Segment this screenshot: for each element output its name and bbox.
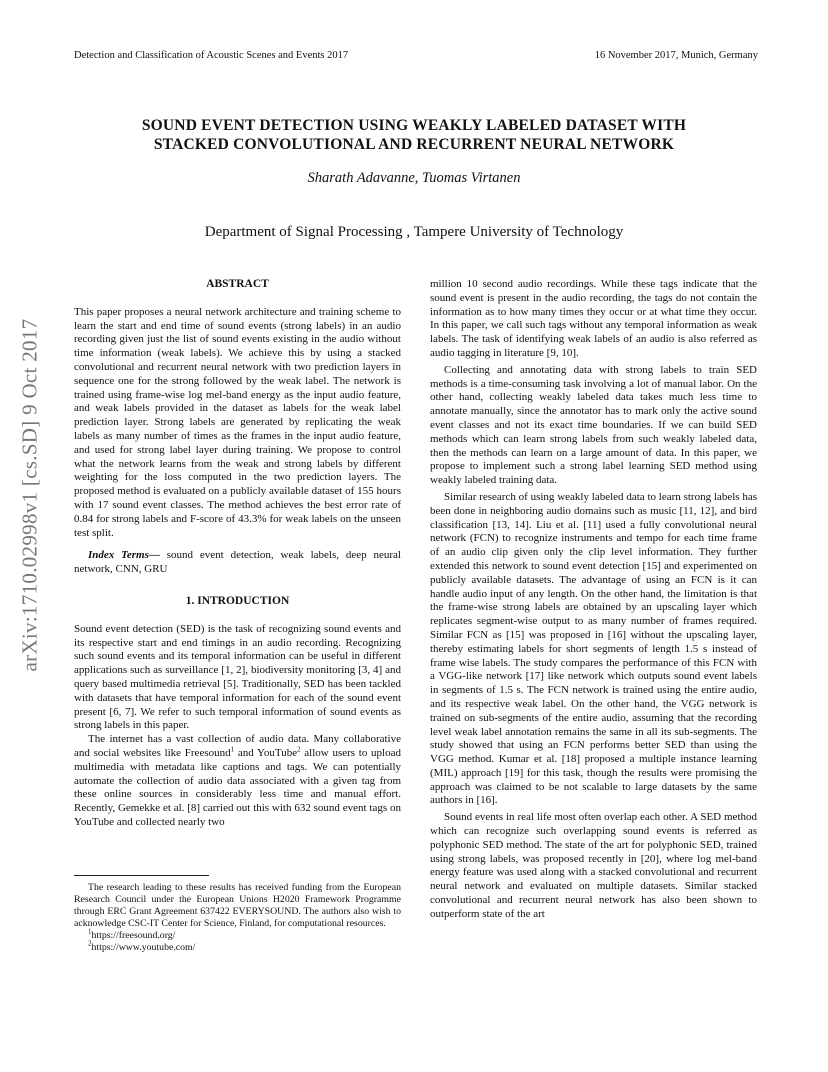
index-terms-label: Index Terms— bbox=[88, 549, 160, 562]
right-paragraph-2: Collecting and annotating data with strong labels to train SED methods is a time-consuming task involving a lot of manual labor. On the other hand, collecting weakly labeled data takes much less time to annotate manually, since the annotator has to mark only the active sound event classes and not its exact time boundaries. If we can build SED methods which can learn strong labels from such weakly labeled data, then the methods can learn on a large amount of data. In this paper, we propose to implement such a strong label learning SED method using weakly labeled training data. bbox=[430, 363, 757, 487]
footnote-ref-2[interactable]: 2 bbox=[297, 745, 301, 754]
index-terms-text: sound event detection, weak labels, deep neural network, CNN, GRU bbox=[74, 549, 401, 576]
abstract-text: This paper proposes a neural network architecture and training scheme to learn the start and end time of sound events (strong labels) in an audio recording given just the list of sound events existing in the audio without time information (weak labels). We achieve this by using a stacked convolutional and recurrent neural network with two prediction layers in sequence one for the strong followed by the weak label. The network is trained using frame-wise log mel-band energy as the input audio feature, and weak labels provided in the dataset as labels for the weak label prediction layer. Strong labels are generated by replicating the weak labels as many number of times as the frames in the input audio feature, and used for strong label layer during training. We propose to control what the network learns from the weak and strong labels by different weighting for the loss computed in the two prediction layers. The proposed method is evaluated on a publicly available dataset of 155 hours with 17 sound event classes. The method achieves the best error rate of 0.84 for strong labels and F-score of 43.3% for weak labels on the unseen test split. bbox=[74, 305, 401, 539]
left-column bbox=[74, 278, 401, 830]
authors: Sharath Adavanne, Tuomas Virtanen bbox=[307, 170, 521, 186]
abstract-heading: ABSTRACT bbox=[206, 278, 269, 290]
title-line-1: SOUND EVENT DETECTION USING WEAKLY LABELED DATASET WITH bbox=[141, 117, 687, 134]
right-paragraph-3: Similar research of using weakly labeled data to learn strong labels has been done in neighboring audio domains such as music [11, 12], and bird classification [13, 14]. Liu et al. [11] used a fully convolutional neural network (FCN) to recognize instruments and tempo for each time frame of an audio clip given only the clip level information. They further extended this network to sound event detection [15] and experimented on publicly available datasets. The advantage of using an FCN is it can handle audio input of any length. On the other hand, the limitation is that the frame-wise strong labels are obtained by an upscaling layer which replicates segment-wise output to as many number of frames required. Similar FCN as [15] was proposed in [16] without the upscaling layer, thereby estimating labels for short segments of length 1.5 s instead of frame wise labels. The study compares the performance of this FCN with a VGG-like network [17] like network which outputs sound event labels in segments of 1.5 s. The FCN network is trained using the entire audio, and its respective weak label. On the other hand, the VGG network is trained on sub-segments of the entire audio, assuming that the recording level weak label annotation remains the same in all its sub-segments. The study showed that using an FCN performs better SED than using the VGG method. Kumar et al. [18] proposed a multiple instance learning (MIL) approach [19] for this task, though the results were promising the approach was claimed to be not scalable to large datasets by the same authors in [16]. bbox=[430, 490, 757, 807]
right-paragraph-4: Sound events in real life most often overlap each other. A SED method which can recognize such overlapping sound events is referred as polyphonic SED method. The state of the art for polyphonic SED, trained using strong labels, was proposed recently in [20], where log mel-band energy feature was used along with a stacked convolutional and recurrent neural network and evaluated on multiple datasets. Similar stacked convolutional and recurrent neural network has also been shown to outperform state of the art bbox=[430, 811, 757, 920]
index-terms bbox=[74, 549, 401, 577]
title-line-2: STACKED CONVOLUTIONAL AND RECURRENT NEURAL NETWORK bbox=[153, 136, 675, 153]
running-header-right: 16 November 2017, Munich, Germany bbox=[594, 50, 758, 61]
intro-paragraph-1: Sound event detection (SED) is the task of recognizing sound events and its respective start and end timings in an audio recording. Recognizing such sound events and its temporal information can be useful in different applications such as surveillance [1, 2], biodiversity monitoring [3, 4] and query based multimedia retrieval [5]. Traditionally, SED has been tackled with datasets that have temporal information for each of the sound event present [6, 7]. We refer to such temporal information of sound events as strong labels in this paper. bbox=[74, 622, 401, 732]
footnote-1-mark: 1 bbox=[88, 927, 92, 936]
intro-p2-part-a: The internet has a vast collection of audio data. Many collaborative and social websites like Freesound bbox=[74, 733, 401, 759]
footnote-1-url[interactable]: https://freesound.org/ bbox=[91, 930, 176, 941]
arxiv-id: arXiv:1710.02998v1 [cs.SD] 9 Oct 2017 bbox=[17, 318, 42, 672]
funding-note: The research leading to these results has received funding from the European Research Council under the European Unions H2020 Framework Programme through ERC Grant Agreement 637422 EVERYSOUND. The authors also wish to acknowledge CSC-IT Center for Science, Finland, for computational resources. bbox=[74, 882, 401, 929]
footnote-1 bbox=[74, 927, 401, 942]
running-header-left: Detection and Classification of Acoustic Scenes and Events 2017 bbox=[74, 50, 349, 61]
intro-p2-part-c: allow users to upload multimedia with metadata like captions and tags. We can potentially automate the collection of audio data associated with a given tag from these online sources in considerably less time and manual effort. Recently, Gemekke et al. [8] carried out this with 632 sound event tags on YouTube and collected nearly two bbox=[74, 746, 401, 828]
footnote-ref-1[interactable]: 1 bbox=[230, 745, 235, 754]
intro-p2-part-b: and YouTube bbox=[234, 746, 298, 759]
footnote-2-mark: 2 bbox=[88, 939, 92, 948]
affiliation: Department of Signal Processing , Tampere University of Technology bbox=[204, 224, 624, 240]
right-paragraph-1: million 10 second audio recordings. While these tags indicate that the sound event is present in the audio recording, the tags do not contain the information as to how many times they occur or at what time they occur. In this paper, we call such tags without any temporal information as weak labels. The task of identifying weak labels of an audio is also referred as audio tagging in literature [9, 10]. bbox=[430, 278, 757, 359]
footnotes bbox=[74, 875, 401, 954]
right-column bbox=[430, 278, 757, 922]
footnote-rule bbox=[74, 875, 209, 876]
intro-paragraph-2 bbox=[74, 733, 401, 830]
footnote-2-url[interactable]: https://www.youtube.com/ bbox=[91, 942, 196, 953]
intro-heading: 1. INTRODUCTION bbox=[185, 594, 290, 607]
footnote-2 bbox=[74, 939, 401, 954]
paper-title bbox=[74, 116, 754, 154]
arxiv-stamp bbox=[17, 296, 43, 694]
